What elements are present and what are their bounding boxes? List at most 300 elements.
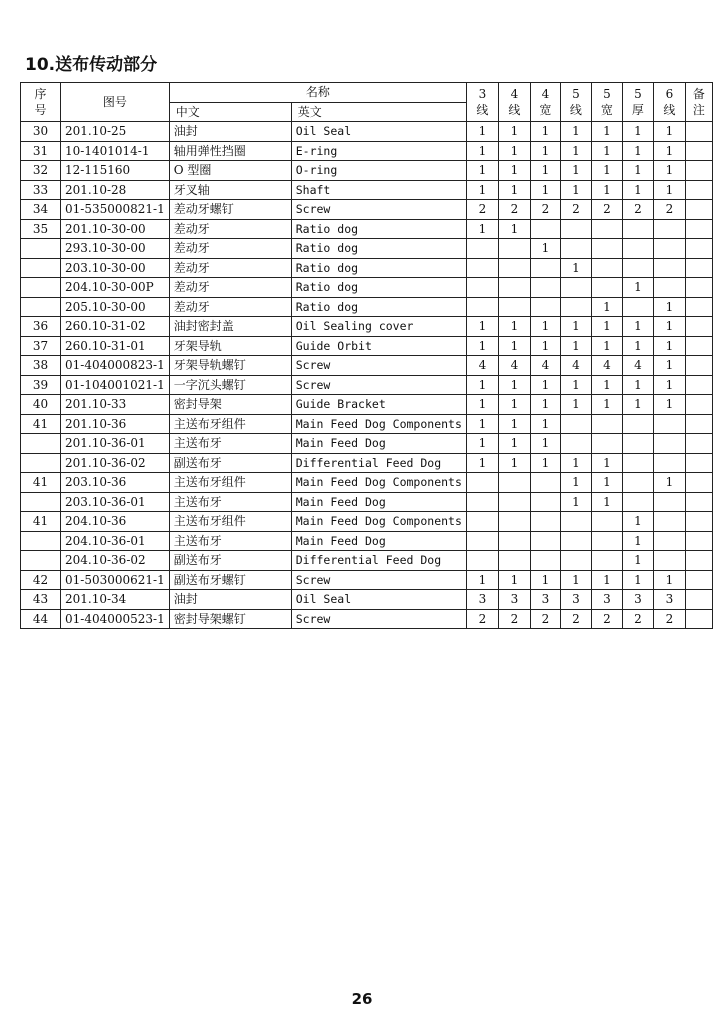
table-row (21, 161, 713, 181)
quantity-cell: 2 (591, 200, 622, 220)
table-row (21, 278, 713, 298)
quantity-cell (530, 258, 560, 278)
quantity-cell: 1 (622, 317, 653, 337)
english-name-cell: Oil Seal (291, 122, 466, 142)
part-number-cell: 01-535000821-1 (61, 200, 170, 220)
seq-cell: 38 (21, 356, 61, 376)
quantity-cell (622, 297, 653, 317)
remark-cell (685, 122, 712, 142)
part-number-cell: 12-115160 (61, 161, 170, 181)
quantity-cell (653, 278, 685, 298)
seq-cell: 33 (21, 180, 61, 200)
parts-table (20, 82, 713, 629)
quantity-cell: 1 (530, 434, 560, 454)
quantity-cell (591, 531, 622, 551)
quantity-cell: 1 (466, 336, 498, 356)
quantity-cell (530, 512, 560, 532)
remark-cell (685, 453, 712, 473)
chinese-name-cell: 轴用弹性挡圈 (169, 141, 291, 161)
quantity-cell: 1 (560, 161, 591, 181)
quantity-cell: 2 (560, 609, 591, 629)
quantity-cell (622, 258, 653, 278)
table-row (21, 453, 713, 473)
quantity-cell: 3 (466, 590, 498, 610)
part-number-cell: 01-404000823-1 (61, 356, 170, 376)
seq-cell: 36 (21, 317, 61, 337)
quantity-cell (560, 414, 591, 434)
header-model-3-thread: 3 线 (466, 83, 498, 122)
quantity-cell (653, 258, 685, 278)
part-number-cell: 01-503000621-1 (61, 570, 170, 590)
table-row (21, 317, 713, 337)
chinese-name-cell: O 型圈 (169, 161, 291, 181)
quantity-cell: 1 (498, 395, 530, 415)
remark-cell (685, 161, 712, 181)
table-row (21, 122, 713, 142)
chinese-name-cell: 主送布牙组件 (169, 473, 291, 493)
remark-cell (685, 531, 712, 551)
quantity-cell: 2 (466, 200, 498, 220)
quantity-cell: 1 (498, 375, 530, 395)
english-name-cell: Ratio dog (291, 219, 466, 239)
quantity-cell: 1 (622, 395, 653, 415)
quantity-cell: 2 (622, 609, 653, 629)
quantity-cell: 1 (560, 258, 591, 278)
quantity-cell (530, 531, 560, 551)
chinese-name-cell: 油封密封盖 (169, 317, 291, 337)
quantity-cell: 1 (622, 512, 653, 532)
table-row (21, 414, 713, 434)
quantity-cell: 1 (498, 414, 530, 434)
header-remark: 备 注 (685, 83, 712, 122)
header-model-4-wide: 4 宽 (530, 83, 560, 122)
table-row (21, 180, 713, 200)
quantity-cell (466, 531, 498, 551)
quantity-cell: 1 (530, 336, 560, 356)
english-name-cell: Guide Bracket (291, 395, 466, 415)
table-row (21, 239, 713, 259)
quantity-cell (653, 434, 685, 454)
quantity-cell: 1 (622, 180, 653, 200)
quantity-cell: 2 (653, 200, 685, 220)
table-row (21, 512, 713, 532)
quantity-cell (622, 473, 653, 493)
quantity-cell: 1 (591, 336, 622, 356)
english-name-cell: E-ring (291, 141, 466, 161)
quantity-cell (653, 239, 685, 259)
quantity-cell: 1 (530, 375, 560, 395)
quantity-cell: 1 (530, 570, 560, 590)
quantity-cell: 1 (622, 531, 653, 551)
seq-cell: 41 (21, 512, 61, 532)
english-name-cell: Main Feed Dog Components (291, 414, 466, 434)
chinese-name-cell: 油封 (169, 122, 291, 142)
quantity-cell: 3 (530, 590, 560, 610)
quantity-cell: 1 (591, 141, 622, 161)
quantity-cell (560, 239, 591, 259)
part-number-cell: 201.10-36 (61, 414, 170, 434)
table-row (21, 609, 713, 629)
chinese-name-cell: 差动牙 (169, 278, 291, 298)
quantity-cell: 1 (466, 219, 498, 239)
quantity-cell: 1 (530, 453, 560, 473)
quantity-cell: 1 (591, 453, 622, 473)
quantity-cell (591, 239, 622, 259)
chinese-name-cell: 主送布牙组件 (169, 414, 291, 434)
table-row (21, 200, 713, 220)
seq-cell (21, 453, 61, 473)
quantity-cell: 1 (466, 122, 498, 142)
table-row (21, 434, 713, 454)
part-number-cell: 01-404000523-1 (61, 609, 170, 629)
remark-cell (685, 492, 712, 512)
quantity-cell (560, 551, 591, 571)
quantity-cell (466, 473, 498, 493)
quantity-cell: 1 (466, 395, 498, 415)
seq-cell (21, 239, 61, 259)
quantity-cell: 4 (530, 356, 560, 376)
quantity-cell: 1 (653, 180, 685, 200)
part-number-cell: 201.10-25 (61, 122, 170, 142)
chinese-name-cell: 牙叉轴 (169, 180, 291, 200)
quantity-cell: 1 (560, 395, 591, 415)
quantity-cell: 1 (466, 570, 498, 590)
quantity-cell: 1 (653, 141, 685, 161)
seq-cell (21, 258, 61, 278)
quantity-cell: 1 (466, 141, 498, 161)
quantity-cell (622, 239, 653, 259)
table-row (21, 297, 713, 317)
header-chinese: 中文 (169, 102, 291, 122)
remark-cell (685, 200, 712, 220)
english-name-cell: Differential Feed Dog (291, 453, 466, 473)
quantity-cell (498, 239, 530, 259)
part-number-cell: 204.10-36-01 (61, 531, 170, 551)
quantity-cell: 3 (498, 590, 530, 610)
table-row (21, 258, 713, 278)
quantity-cell: 1 (560, 375, 591, 395)
quantity-cell (466, 239, 498, 259)
quantity-cell (591, 551, 622, 571)
table-row (21, 473, 713, 493)
quantity-cell (560, 512, 591, 532)
english-name-cell: Main Feed Dog Components (291, 512, 466, 532)
quantity-cell: 2 (498, 200, 530, 220)
quantity-cell (498, 297, 530, 317)
table-row (21, 356, 713, 376)
table-row (21, 570, 713, 590)
english-name-cell: Screw (291, 375, 466, 395)
chinese-name-cell: 主送布牙 (169, 492, 291, 512)
part-number-cell: 01-104001021-1 (61, 375, 170, 395)
seq-cell: 37 (21, 336, 61, 356)
quantity-cell (466, 278, 498, 298)
seq-cell (21, 492, 61, 512)
header-part-number: 图号 (61, 83, 170, 122)
quantity-cell: 1 (622, 375, 653, 395)
chinese-name-cell: 密封导架螺钉 (169, 609, 291, 629)
quantity-cell (530, 278, 560, 298)
quantity-cell: 1 (653, 161, 685, 181)
remark-cell (685, 375, 712, 395)
seq-cell: 34 (21, 200, 61, 220)
quantity-cell: 1 (466, 180, 498, 200)
seq-cell (21, 434, 61, 454)
part-number-cell: 201.10-36-01 (61, 434, 170, 454)
quantity-cell: 4 (560, 356, 591, 376)
quantity-cell (560, 531, 591, 551)
chinese-name-cell: 密封导架 (169, 395, 291, 415)
quantity-cell: 1 (560, 317, 591, 337)
quantity-cell: 1 (498, 141, 530, 161)
quantity-cell (622, 453, 653, 473)
seq-cell: 43 (21, 590, 61, 610)
quantity-cell: 3 (560, 590, 591, 610)
remark-cell (685, 219, 712, 239)
remark-cell (685, 473, 712, 493)
quantity-cell (498, 492, 530, 512)
part-number-cell: 203.10-36-01 (61, 492, 170, 512)
quantity-cell (653, 453, 685, 473)
quantity-cell: 2 (530, 609, 560, 629)
quantity-cell: 1 (560, 473, 591, 493)
remark-cell (685, 258, 712, 278)
quantity-cell: 1 (498, 336, 530, 356)
quantity-cell (591, 434, 622, 454)
remark-cell (685, 239, 712, 259)
english-name-cell: Guide Orbit (291, 336, 466, 356)
quantity-cell (591, 414, 622, 434)
quantity-cell: 1 (591, 180, 622, 200)
quantity-cell: 1 (653, 317, 685, 337)
quantity-cell: 4 (466, 356, 498, 376)
remark-cell (685, 434, 712, 454)
quantity-cell (622, 434, 653, 454)
part-number-cell: 205.10-30-00 (61, 297, 170, 317)
quantity-cell: 1 (466, 317, 498, 337)
quantity-cell: 1 (560, 336, 591, 356)
quantity-cell (466, 297, 498, 317)
quantity-cell: 2 (498, 609, 530, 629)
quantity-cell: 1 (591, 122, 622, 142)
seq-cell: 35 (21, 219, 61, 239)
remark-cell (685, 180, 712, 200)
quantity-cell: 1 (530, 161, 560, 181)
quantity-cell: 2 (653, 609, 685, 629)
quantity-cell (591, 258, 622, 278)
seq-cell: 42 (21, 570, 61, 590)
quantity-cell (466, 551, 498, 571)
quantity-cell: 1 (653, 473, 685, 493)
quantity-cell: 1 (591, 473, 622, 493)
quantity-cell: 1 (530, 317, 560, 337)
chinese-name-cell: 牙架导轨螺钉 (169, 356, 291, 376)
page-title: 10.送布传动部分 (25, 55, 158, 75)
part-number-cell: 203.10-30-00 (61, 258, 170, 278)
quantity-cell (591, 219, 622, 239)
english-name-cell: Ratio dog (291, 258, 466, 278)
english-name-cell: Ratio dog (291, 239, 466, 259)
part-number-cell: 293.10-30-00 (61, 239, 170, 259)
quantity-cell (653, 531, 685, 551)
quantity-cell (466, 492, 498, 512)
quantity-cell: 2 (466, 609, 498, 629)
table-row (21, 375, 713, 395)
chinese-name-cell: 差动牙 (169, 219, 291, 239)
quantity-cell: 1 (622, 122, 653, 142)
part-number-cell: 203.10-36 (61, 473, 170, 493)
chinese-name-cell: 主送布牙组件 (169, 512, 291, 532)
quantity-cell: 1 (591, 492, 622, 512)
seq-cell: 32 (21, 161, 61, 181)
quantity-cell (591, 278, 622, 298)
table-row (21, 395, 713, 415)
seq-cell: 39 (21, 375, 61, 395)
seq-cell (21, 531, 61, 551)
quantity-cell: 1 (653, 356, 685, 376)
quantity-cell: 1 (498, 453, 530, 473)
header-seq: 序 号 (21, 83, 61, 122)
seq-cell (21, 278, 61, 298)
chinese-name-cell: 主送布牙 (169, 531, 291, 551)
seq-cell (21, 551, 61, 571)
english-name-cell: Ratio dog (291, 297, 466, 317)
quantity-cell (560, 297, 591, 317)
quantity-cell (560, 278, 591, 298)
remark-cell (685, 356, 712, 376)
quantity-cell (498, 473, 530, 493)
quantity-cell (530, 492, 560, 512)
table-row (21, 590, 713, 610)
quantity-cell (530, 473, 560, 493)
quantity-cell (622, 414, 653, 434)
quantity-cell: 1 (653, 336, 685, 356)
quantity-cell: 1 (530, 180, 560, 200)
seq-cell: 41 (21, 473, 61, 493)
table-row (21, 551, 713, 571)
table-row (21, 531, 713, 551)
quantity-cell: 1 (466, 375, 498, 395)
quantity-cell (560, 434, 591, 454)
quantity-cell: 1 (653, 395, 685, 415)
remark-cell (685, 141, 712, 161)
quantity-cell: 1 (653, 122, 685, 142)
quantity-cell: 1 (622, 570, 653, 590)
remark-cell (685, 336, 712, 356)
seq-cell: 31 (21, 141, 61, 161)
seq-cell: 44 (21, 609, 61, 629)
english-name-cell: Main Feed Dog (291, 492, 466, 512)
header-english: 英文 (291, 102, 466, 122)
quantity-cell: 1 (530, 414, 560, 434)
quantity-cell (653, 492, 685, 512)
part-number-cell: 201.10-36-02 (61, 453, 170, 473)
quantity-cell: 1 (560, 180, 591, 200)
quantity-cell: 1 (466, 414, 498, 434)
quantity-cell (653, 219, 685, 239)
quantity-cell (560, 219, 591, 239)
quantity-cell: 1 (530, 122, 560, 142)
chinese-name-cell: 差动牙 (169, 258, 291, 278)
quantity-cell (653, 512, 685, 532)
remark-cell (685, 609, 712, 629)
quantity-cell: 4 (591, 356, 622, 376)
part-number-cell: 204.10-36-02 (61, 551, 170, 571)
quantity-cell: 1 (498, 434, 530, 454)
quantity-cell: 1 (498, 122, 530, 142)
remark-cell (685, 570, 712, 590)
quantity-cell: 1 (622, 278, 653, 298)
table-row (21, 336, 713, 356)
quantity-cell (498, 278, 530, 298)
quantity-cell: 1 (591, 375, 622, 395)
part-number-cell: 201.10-28 (61, 180, 170, 200)
english-name-cell: Screw (291, 356, 466, 376)
remark-cell (685, 414, 712, 434)
quantity-cell: 1 (560, 141, 591, 161)
quantity-cell: 1 (622, 161, 653, 181)
header-model-5-thick: 5 厚 (622, 83, 653, 122)
chinese-name-cell: 一字沉头螺钉 (169, 375, 291, 395)
quantity-cell: 1 (622, 551, 653, 571)
remark-cell (685, 551, 712, 571)
quantity-cell: 1 (622, 336, 653, 356)
part-number-cell: 204.10-36 (61, 512, 170, 532)
quantity-cell (591, 512, 622, 532)
quantity-cell (498, 531, 530, 551)
remark-cell (685, 317, 712, 337)
parts-table-body (21, 122, 713, 629)
english-name-cell: Screw (291, 200, 466, 220)
quantity-cell (653, 414, 685, 434)
seq-cell (21, 297, 61, 317)
quantity-cell: 2 (530, 200, 560, 220)
quantity-cell: 3 (591, 590, 622, 610)
quantity-cell: 2 (560, 200, 591, 220)
quantity-cell (530, 297, 560, 317)
quantity-cell: 1 (591, 395, 622, 415)
quantity-cell: 1 (530, 395, 560, 415)
quantity-cell: 4 (622, 356, 653, 376)
quantity-cell (530, 551, 560, 571)
quantity-cell: 1 (591, 570, 622, 590)
remark-cell (685, 278, 712, 298)
quantity-cell: 1 (530, 239, 560, 259)
header-row-top (21, 83, 713, 103)
quantity-cell: 1 (653, 375, 685, 395)
english-name-cell: Main Feed Dog (291, 434, 466, 454)
quantity-cell: 4 (498, 356, 530, 376)
remark-cell (685, 590, 712, 610)
quantity-cell (498, 512, 530, 532)
quantity-cell: 1 (466, 161, 498, 181)
quantity-cell: 1 (560, 453, 591, 473)
part-number-cell: 201.10-34 (61, 590, 170, 610)
quantity-cell: 1 (498, 570, 530, 590)
english-name-cell: Ratio dog (291, 278, 466, 298)
quantity-cell: 1 (591, 297, 622, 317)
quantity-cell: 1 (653, 570, 685, 590)
quantity-cell: 2 (591, 609, 622, 629)
header-model-4-thread: 4 线 (498, 83, 530, 122)
part-number-cell: 260.10-31-01 (61, 336, 170, 356)
english-name-cell: Main Feed Dog Components (291, 473, 466, 493)
quantity-cell (622, 219, 653, 239)
quantity-cell: 1 (591, 161, 622, 181)
quantity-cell: 1 (498, 161, 530, 181)
chinese-name-cell: 差动牙 (169, 239, 291, 259)
english-name-cell: Shaft (291, 180, 466, 200)
